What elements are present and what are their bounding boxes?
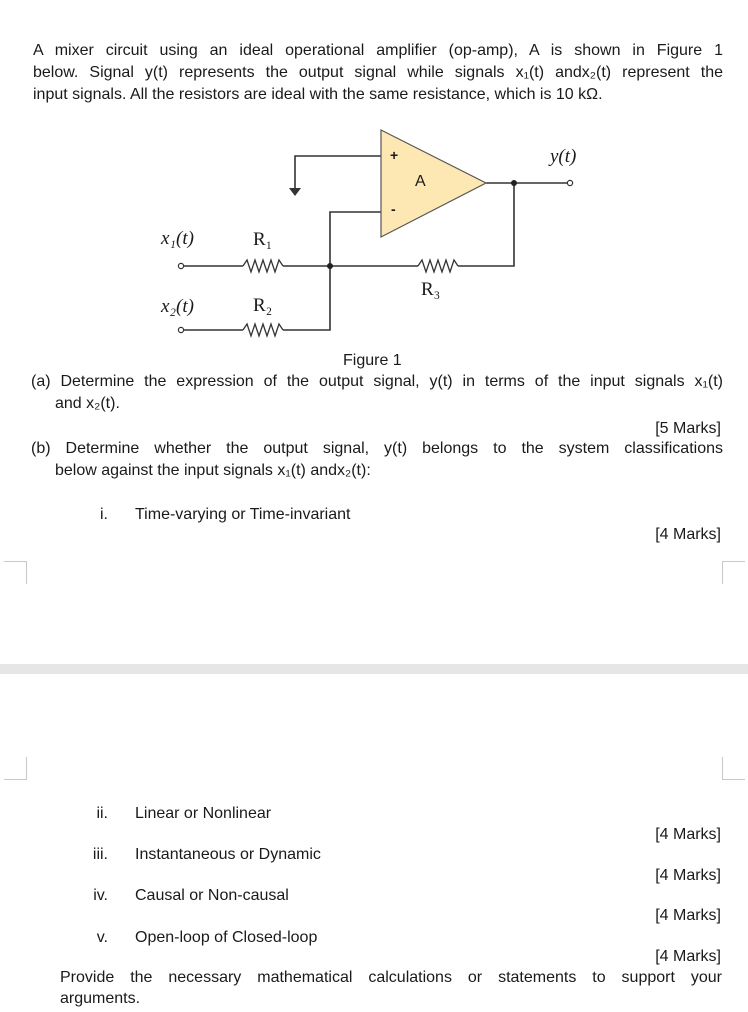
input1-label: x₁(t)	[161, 228, 194, 249]
page-separator	[0, 664, 748, 674]
r3-label: R₃	[421, 279, 441, 300]
page-corner-top-left	[4, 561, 27, 584]
r1-resistor	[243, 260, 283, 272]
item-4-marks: [4 Marks]	[655, 907, 721, 924]
input1-terminal	[178, 263, 183, 268]
circuit-diagram	[0, 0, 748, 360]
output-junction	[511, 180, 517, 186]
intro-line-1: A mixer circuit using an ideal operational amplifier (op-amp), A is shown in Figure 1	[33, 42, 723, 59]
r1-label: R₁	[253, 229, 273, 250]
minus-sign: -	[391, 201, 396, 217]
part-b-line-1: (b) Determine whether the output signal, y(t) belongs to the system classifications	[31, 440, 723, 457]
item-1-text: Time-varying or Time-invariant	[135, 506, 351, 523]
item-3-number: iii.	[92, 846, 108, 863]
page-corner-bottom-right	[722, 757, 745, 780]
item-3-marks: [4 Marks]	[655, 867, 721, 884]
part-a-marks: [5 Marks]	[655, 420, 721, 437]
page-corner-top-right	[722, 561, 745, 584]
intro-line-3: input signals. All the resistors are ideal with the same resistance, which is 10 kΩ.	[33, 86, 603, 103]
junction-node	[327, 263, 333, 269]
item-5-number: v.	[96, 929, 108, 946]
part-b-line-2: below against the input signals x₁(t) andx₂(t):	[55, 462, 371, 479]
r2-label: R₂	[253, 295, 273, 316]
input2-label: x₂(t)	[161, 296, 194, 317]
item-2-text: Linear or Nonlinear	[135, 805, 272, 822]
ground-wire	[295, 156, 381, 188]
part-a-line-1: (a) Determine the expression of the output signal, y(t) in terms of the input signals x₁(t)	[31, 373, 723, 390]
item-2-number: ii.	[96, 805, 108, 822]
item-1-number: i.	[100, 506, 108, 523]
item-5-text: Open-loop of Closed-loop	[135, 929, 318, 946]
input2-terminal	[178, 327, 183, 332]
part-a-line-2: and x₂(t).	[55, 395, 120, 412]
item-5-marks: [4 Marks]	[655, 948, 721, 965]
page-corner-bottom-left	[4, 757, 27, 780]
inverting-input-wire	[283, 212, 381, 330]
output-terminal	[567, 180, 572, 185]
item-4-number: iv.	[93, 887, 108, 904]
item-3-text: Instantaneous or Dynamic	[135, 846, 321, 863]
opamp-label: A	[415, 173, 426, 190]
item-4-text: Causal or Non-causal	[135, 887, 289, 904]
item-1-marks: [4 Marks]	[655, 526, 721, 543]
footer-line-1: Provide the necessary mathematical calculations or statements to support your	[60, 969, 722, 986]
r3-resistor	[418, 260, 458, 272]
ground-icon	[289, 188, 301, 196]
r2-resistor	[243, 324, 283, 336]
plus-sign: +	[390, 147, 399, 163]
figure-caption: Figure 1	[343, 352, 402, 369]
footer-line-2: arguments.	[60, 990, 141, 1007]
output-label: y(t)	[550, 146, 577, 167]
intro-line-2: below. Signal y(t) represents the output signal while signals x₁(t) andx₂(t) represent the	[33, 64, 723, 81]
item-2-marks: [4 Marks]	[655, 826, 721, 843]
feedback-wire	[458, 183, 514, 266]
